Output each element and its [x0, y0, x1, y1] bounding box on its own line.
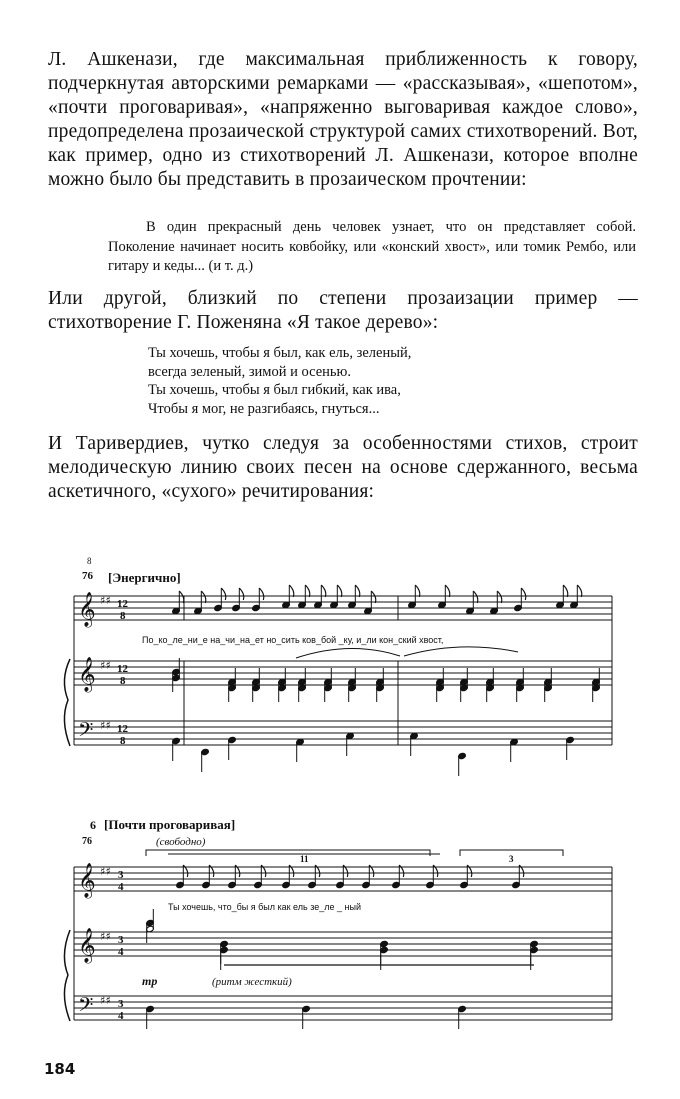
example1-number: 76: [82, 570, 93, 582]
time-signature-denominator: 4: [118, 1010, 124, 1022]
page-number: 184: [44, 1060, 76, 1078]
paragraph-1: Л. Ашкенази, где максимальная приближенность к говору, подчеркнутая авторскими ремарками — «рассказывая», «шепотом», «почти проговаривая», «напряженно выговаривая каждое слово», предопределена прозаической структурой самих стихотворений. Вот, как пример, одно из стихотворений Л. Ашкенази, которое вполне можно было бы представить в прозаическом прочтении:: [48, 49, 638, 190]
poem-line: Ты хочешь, чтобы я был, как ель, зеленый,: [148, 345, 412, 361]
time-signature-numerator: 12: [117, 663, 128, 675]
bass-clef-icon: 𝄢: [78, 993, 94, 1021]
example2-number: 76: [82, 836, 92, 847]
brace: [64, 930, 70, 1021]
time-signature-denominator: 4: [118, 881, 124, 893]
key-sharp-icon: ♯♯: [100, 719, 111, 732]
example2-tempo: [Почти проговаривая]: [104, 817, 236, 832]
example1-tempo: [Энергично]: [108, 570, 181, 585]
example2-lyrics: Ты хочешь, что_бы я был как ель зе_ле _ ный: [168, 902, 361, 912]
dynamic-mp: mp: [142, 974, 158, 988]
paragraph-3: И Таривердиев, чутко следуя за особенностями стихов, строит мелодическую линию своих песен на основе сдержанного, весьма аскетичного, «сухого» речитирования:: [48, 433, 638, 502]
piano-remark: (ритм жесткий): [212, 976, 292, 988]
tuplet-11: 11: [300, 854, 309, 864]
quote-prose: В один прекрасный день человек узнает, что он представляет собой. Поколение начинает носить ковбойку, или «конский хвост», или томик Рембо, или гитару и кеды... (и т. д.): [108, 219, 636, 274]
key-sharp-icon: ♯♯: [100, 659, 111, 672]
time-signature-numerator: 12: [117, 723, 128, 735]
time-signature-numerator: 12: [117, 598, 128, 610]
treble-clef-icon: 𝄞: [78, 928, 96, 963]
time-signature-denominator: 8: [120, 735, 126, 747]
example1-lyrics: По_ко_ле_ни_е на_чи_на_ет но_сить ков_бой _ку, и_ли кон_ский хвост,: [142, 635, 444, 645]
treble-clef-icon: 𝄞: [78, 863, 96, 898]
poem-line: Ты хочешь, чтобы я был гибкий, как ива,: [148, 382, 401, 398]
time-signature-denominator: 4: [118, 946, 124, 958]
poem-line: всегда зеленый, зимой и осенью.: [148, 363, 351, 380]
key-sharp-icon: ♯♯: [100, 930, 111, 943]
key-sharp-icon: ♯♯: [100, 865, 111, 878]
tuplet-3: 3: [509, 854, 514, 864]
time-signature-denominator: 8: [120, 610, 126, 622]
bass-clef-icon: 𝄢: [78, 718, 94, 746]
time-signature-numerator: 3: [118, 934, 124, 946]
example1-number-top: 8: [87, 556, 92, 566]
time-signature-denominator: 8: [120, 675, 126, 687]
treble-clef-icon: 𝄞: [78, 592, 96, 627]
time-signature-numerator: 3: [118, 998, 124, 1010]
time-signature-numerator: 3: [118, 869, 124, 881]
example2-remark: (свободно): [156, 836, 206, 848]
paragraph-2: Или другой, близкий по степени прозаизации пример — стихотворение Г. Поженяна «Я такое дерево»:: [48, 288, 638, 333]
treble-clef-icon: 𝄞: [78, 657, 96, 692]
key-sharp-icon: ♯♯: [100, 594, 111, 607]
example2-number-top: 6: [90, 818, 96, 832]
poem-line: Чтобы я мог, не разгибаясь, гнуться...: [148, 400, 380, 417]
key-sharp-icon: ♯♯: [100, 994, 111, 1007]
example2-notes: [146, 865, 539, 1029]
